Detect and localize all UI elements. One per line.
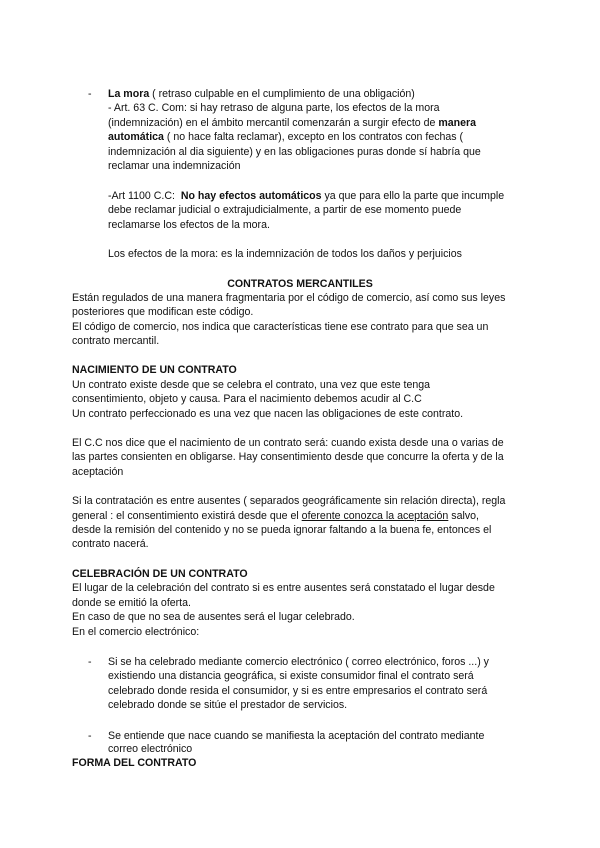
bullet-dash: - (88, 730, 92, 742)
heading-forma: FORMA DEL CONTRATO (72, 757, 197, 769)
nacimiento-line-4: El C.C nos dice que el nacimiento de un contrato será: cuando exista desde una o varias de (72, 437, 504, 449)
art63-line-1: - Art. 63 C. Com: si hay retraso de alguna parte, los efectos de la mora (108, 102, 440, 114)
nacimiento-line-5: las partes consienten en obligarse. Hay consentimiento desde que concurre la oferta y de la (72, 451, 504, 463)
bullet-dash: - (88, 88, 92, 100)
contratos-line-1: Están regulados de una manera fragmentaria por el código de comercio, así como sus leyes (72, 292, 506, 304)
bullet-dash: - (88, 656, 92, 668)
contratos-line-4: contrato mercantil. (72, 335, 160, 347)
art1100-line-2: debe reclamar judicial o extrajudicialmente, a partir de ese momento puede (108, 204, 462, 216)
art63-text-3: ( no hace falta reclamar), excepto en los contratos con fechas ( (163, 131, 464, 143)
underlined-oferente: oferente conozca la aceptación (301, 510, 449, 522)
celebracion-bullet-1-line-3: celebrado donde resida el consumidor, y si es entre empresarios el contrato será (108, 685, 488, 697)
art1100-line-1 (108, 190, 504, 203)
nacimiento-line-9: desde la remisión del contenido y no se pueda ignorar faltando a la buena fe, entonces el (72, 524, 492, 536)
nacimiento-line-2: consentimiento, objeto y causa. Para el nacimiento debemos acudir al C.C (72, 393, 422, 405)
nacimiento-line-3: Un contrato perfeccionado es una vez que nacen las obligaciones de este contrato. (72, 408, 464, 420)
art1100-bold: No hay efectos automáticos (180, 190, 322, 202)
celebracion-line-1: El lugar de la celebración del contrato si es entre ausentes será constatado el lugar desde (72, 582, 495, 594)
nacimiento-text-8b: salvo, (448, 510, 479, 522)
art1100-line-3: reclamarse los efectos de la mora. (108, 219, 270, 231)
art63-line-5: reclamar una indemnización (108, 160, 241, 172)
art63-text: (indemnización) en el ámbito mercantil comenzarán a surgir efecto de (108, 117, 439, 129)
mora-efectos: Los efectos de la mora: es la indemnización de todos los daños y perjuicios (108, 248, 462, 260)
nacimiento-line-1: Un contrato existe desde que se celebra el contrato, una vez que este tenga (72, 379, 431, 391)
nacimiento-line-10: contrato nacerá. (72, 538, 149, 550)
celebracion-bullet-2-line-1: Se entiende que nace cuando se manifiesta la aceptación del contrato mediante (108, 730, 485, 742)
nacimiento-line-6: aceptación (72, 466, 124, 478)
celebracion-bullet-2-line-2: correo electrónico (108, 743, 193, 755)
mora-line (108, 88, 415, 101)
contratos-line-3: El código de comercio, nos indica que características tiene ese contrato para que sea un (72, 321, 489, 333)
celebracion-bullet-1-line-2: existiendo una distancia geográfica, si existe consumidor final el contrato será (108, 670, 474, 682)
mora-term: La mora (108, 88, 150, 100)
nacimiento-line-7: Si la contratación es entre ausentes ( separados geográficamente sin relación directa), regla (72, 495, 506, 507)
celebracion-bullet-1-line-4: celebrado donde se sitúe el prestador de servicios. (108, 699, 348, 711)
contratos-line-2: posteriores que modifican este código. (72, 306, 254, 318)
mora-definition: ( retraso culpable en el cumplimiento de una obligación) (149, 88, 415, 100)
art63-line-2 (108, 117, 476, 130)
celebracion-bullet-1-line-1: Si se ha celebrado mediante comercio electrónico ( correo electrónico, foros ...) y (108, 656, 489, 668)
celebracion-line-3: En caso de que no sea de ausentes será el lugar celebrado. (72, 611, 355, 623)
celebracion-line-4: En el comercio electrónico: (72, 626, 200, 638)
nacimiento-text-8a: general : el consentimiento existirá desde que el (72, 510, 302, 522)
art1100-prefix: -Art 1100 C.C: (108, 190, 181, 202)
art63-line-3 (108, 131, 463, 144)
art63-bold-automatica: automática (108, 131, 164, 143)
nacimiento-line-8 (72, 510, 479, 523)
art63-bold-manera: manera (438, 117, 477, 129)
heading-nacimiento: NACIMIENTO DE UN CONTRATO (72, 364, 237, 376)
art63-line-4: indemnización al dia siguiente) y en las obligaciones puras donde sí habría que (108, 146, 481, 158)
heading-contratos-mercantiles: CONTRATOS MERCANTILES (227, 278, 373, 290)
celebracion-line-2: donde se emitió la oferta. (72, 597, 191, 609)
art1100-rest: ya que para ello la parte que incumple (321, 190, 505, 202)
heading-celebracion: CELEBRACIÓN DE UN CONTRATO (72, 568, 248, 580)
